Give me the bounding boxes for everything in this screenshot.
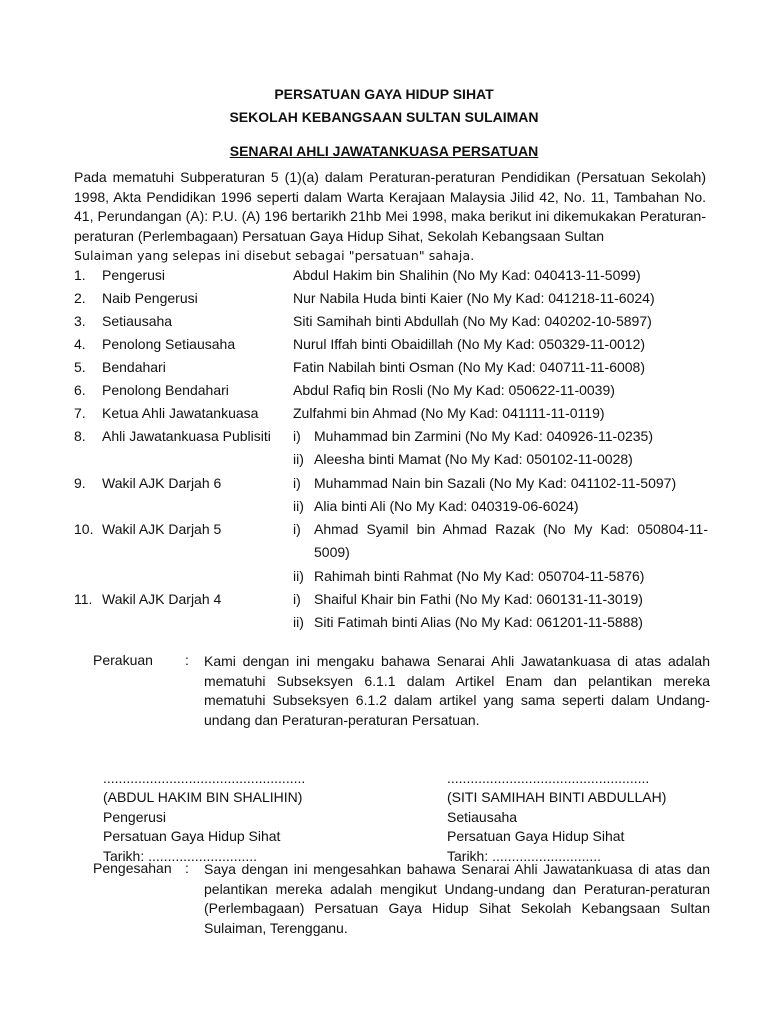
item-role: Setiausaha <box>102 313 173 329</box>
heading-text: SENARAI AHLI JAWATANKUASA PERSATUAN <box>229 143 539 159</box>
item-role: Ketua Ahli Jawatankuasa <box>102 405 259 421</box>
signatory-org: Persatuan Gaya Hidup Sihat <box>103 828 281 845</box>
document-heading <box>0 143 768 159</box>
list-item <box>74 287 714 309</box>
list-item <box>74 611 714 633</box>
list-item <box>74 356 714 378</box>
perakuan-colon: : <box>185 652 189 668</box>
item-person: Shaiful Khair bin Fathi (No My Kad: 060131-11-3019) <box>314 591 643 607</box>
list-item <box>74 333 714 355</box>
signatory-org: Persatuan Gaya Hidup Sihat <box>447 828 625 845</box>
pengesahan-label: Pengesahan <box>93 860 172 876</box>
item-role: Naib Pengerusi <box>102 290 198 306</box>
list-item-continuation <box>74 541 714 563</box>
item-number: 9. <box>74 475 86 491</box>
list-item <box>74 565 714 587</box>
sub-marker: i) <box>293 475 301 491</box>
item-person: Siti Samihah binti Abdullah (No My Kad: 040202-10-5897) <box>293 313 652 329</box>
signatory-title: Pengerusi <box>103 808 167 825</box>
item-person: Fatin Nabilah binti Osman (No My Kad: 040711-11-6008) <box>293 359 645 375</box>
sub-marker: i) <box>293 521 301 537</box>
item-role: Ahli Jawatankuasa Publisiti <box>102 428 271 444</box>
perakuan-text: Kami dengan ini mengaku bahawa Senarai Ahli Jawatankuasa di atas adalah mematuhi Subseksyen 6.1.1 dalam Artikel Enam dan pelantikan mereka mematuhi Subseksyen 6.1.2 dalam artikel yang sama seperti dalam Undang-undang dan Peraturan-peraturan Persatuan. <box>204 653 710 728</box>
pengesahan-colon: : <box>185 860 189 876</box>
signature-left <box>103 769 305 866</box>
association-name: PERSATUAN GAYA HIDUP SIHAT <box>274 86 494 102</box>
item-number: 8. <box>74 428 86 444</box>
item-role: Wakil AJK Darjah 6 <box>102 475 222 491</box>
signatory-name: (ABDUL HAKIM BIN SHALIHIN) <box>103 789 303 806</box>
signatory-date: Tarikh: ............................ <box>103 847 258 864</box>
list-item <box>74 495 714 517</box>
item-role: Penolong Setiausaha <box>102 336 236 352</box>
item-role: Wakil AJK Darjah 5 <box>102 521 222 537</box>
item-number: 11. <box>74 591 93 607</box>
item-number: 2. <box>74 290 86 306</box>
item-person: Muhammad bin Zarmini (No My Kad: 040926-11-0235) <box>314 428 654 444</box>
list-item <box>74 472 714 494</box>
item-person: Nurul Iffah binti Obaidillah (No My Kad: 050329-11-0012) <box>293 336 646 352</box>
intro-paragraph <box>74 168 706 266</box>
item-person: Ahmad Syamil bin Ahmad Razak (No My Kad: 050804-11- <box>314 521 708 537</box>
item-number: 5. <box>74 359 86 375</box>
sub-marker: ii) <box>293 568 304 584</box>
list-item <box>74 402 714 424</box>
list-item <box>74 425 714 447</box>
list-item <box>74 518 714 540</box>
item-role: Pengerusi <box>102 267 166 283</box>
item-person: Abdul Hakim bin Shalihin (No My Kad: 040413-11-5099) <box>293 267 641 283</box>
item-person: Nur Nabila Huda binti Kaier (No My Kad: 041218-11-6024) <box>293 290 655 306</box>
item-role: Penolong Bendahari <box>102 382 229 398</box>
sub-marker: ii) <box>293 451 304 467</box>
item-number: 3. <box>74 313 86 329</box>
item-person: Muhammad Nain bin Sazali (No My Kad: 041102-11-5097) <box>314 475 677 491</box>
school-name: SEKOLAH KEBANGSAAN SULTAN SULAIMAN <box>229 109 539 125</box>
intro-text: Pada mematuhi Subperaturan 5 (1)(a) dalam Peraturan-peraturan Pendidikan (Persatuan Sekolah) 1998, Akta Pendidikan 1996 seperti dalam Warta Kerajaan Malaysia Jilid 42, No. 11, Tambahan No. 41, Perundangan (A): P.U. (A) 196 bertarikh 21hb Mei 1998, maka berikut ini dikemukakan Peraturan-peraturan (Perlembagaan) Persatuan Gaya Hidup Sihat, Sekolah Kebangsaan Sultan <box>74 169 706 244</box>
list-item <box>74 310 714 332</box>
item-number: 7. <box>74 405 86 421</box>
sub-marker: ii) <box>293 614 304 630</box>
intro-last-line: Sulaiman yang selepas ini disebut sebagai "persatuan" sahaja. <box>74 248 475 264</box>
item-person: Aleesha binti Mamat (No My Kad: 050102-11-0028) <box>314 451 633 467</box>
signature-line: .................................................... <box>447 770 650 786</box>
sub-marker: i) <box>293 591 301 607</box>
signatory-date: Tarikh: ............................ <box>447 847 602 864</box>
item-person: Zulfahmi bin Ahmad (No My Kad: 041111-11-0119) <box>293 405 605 421</box>
list-item <box>74 379 714 401</box>
signatory-name: (SITI SAMIHAH BINTI ABDULLAH) <box>447 789 667 806</box>
item-person: Siti Fatimah binti Alias (No My Kad: 061201-11-5888) <box>314 614 643 630</box>
item-role: Wakil AJK Darjah 4 <box>102 591 222 607</box>
item-person: Abdul Rafiq bin Rosli (No My Kad: 050622-11-0039) <box>293 382 615 398</box>
signature-line: .................................................... <box>103 770 306 786</box>
item-number: 1. <box>74 267 86 283</box>
item-person: Rahimah binti Rahmat (No My Kad: 050704-11-5876) <box>314 568 645 584</box>
item-role: Bendahari <box>102 359 166 375</box>
perakuan-label: Perakuan <box>93 652 153 668</box>
signatory-title: Setiausaha <box>447 808 518 825</box>
item-person-continued: 5009) <box>314 544 350 560</box>
list-item <box>74 264 714 286</box>
item-number: 6. <box>74 382 86 398</box>
sub-marker: ii) <box>293 498 304 514</box>
item-number: 10. <box>74 521 94 537</box>
list-item <box>74 448 714 470</box>
item-number: 4. <box>74 336 86 352</box>
pengesahan-text: Saya dengan ini mengesahkan bahawa Senarai Ahli Jawatankuasa di atas dan pelantikan mereka adalah mengikut Undang-undang dan Peraturan-peraturan (Perlembagaan) Persatuan Gaya Hidup Sihat Sekolah Kebangsaan Sultan Sulaiman, Terengganu. <box>204 861 710 936</box>
signature-right <box>447 769 666 866</box>
list-item <box>74 588 714 610</box>
item-person: Alia binti Ali (No My Kad: 040319-06-6024) <box>314 498 579 514</box>
sub-marker: i) <box>293 428 301 444</box>
